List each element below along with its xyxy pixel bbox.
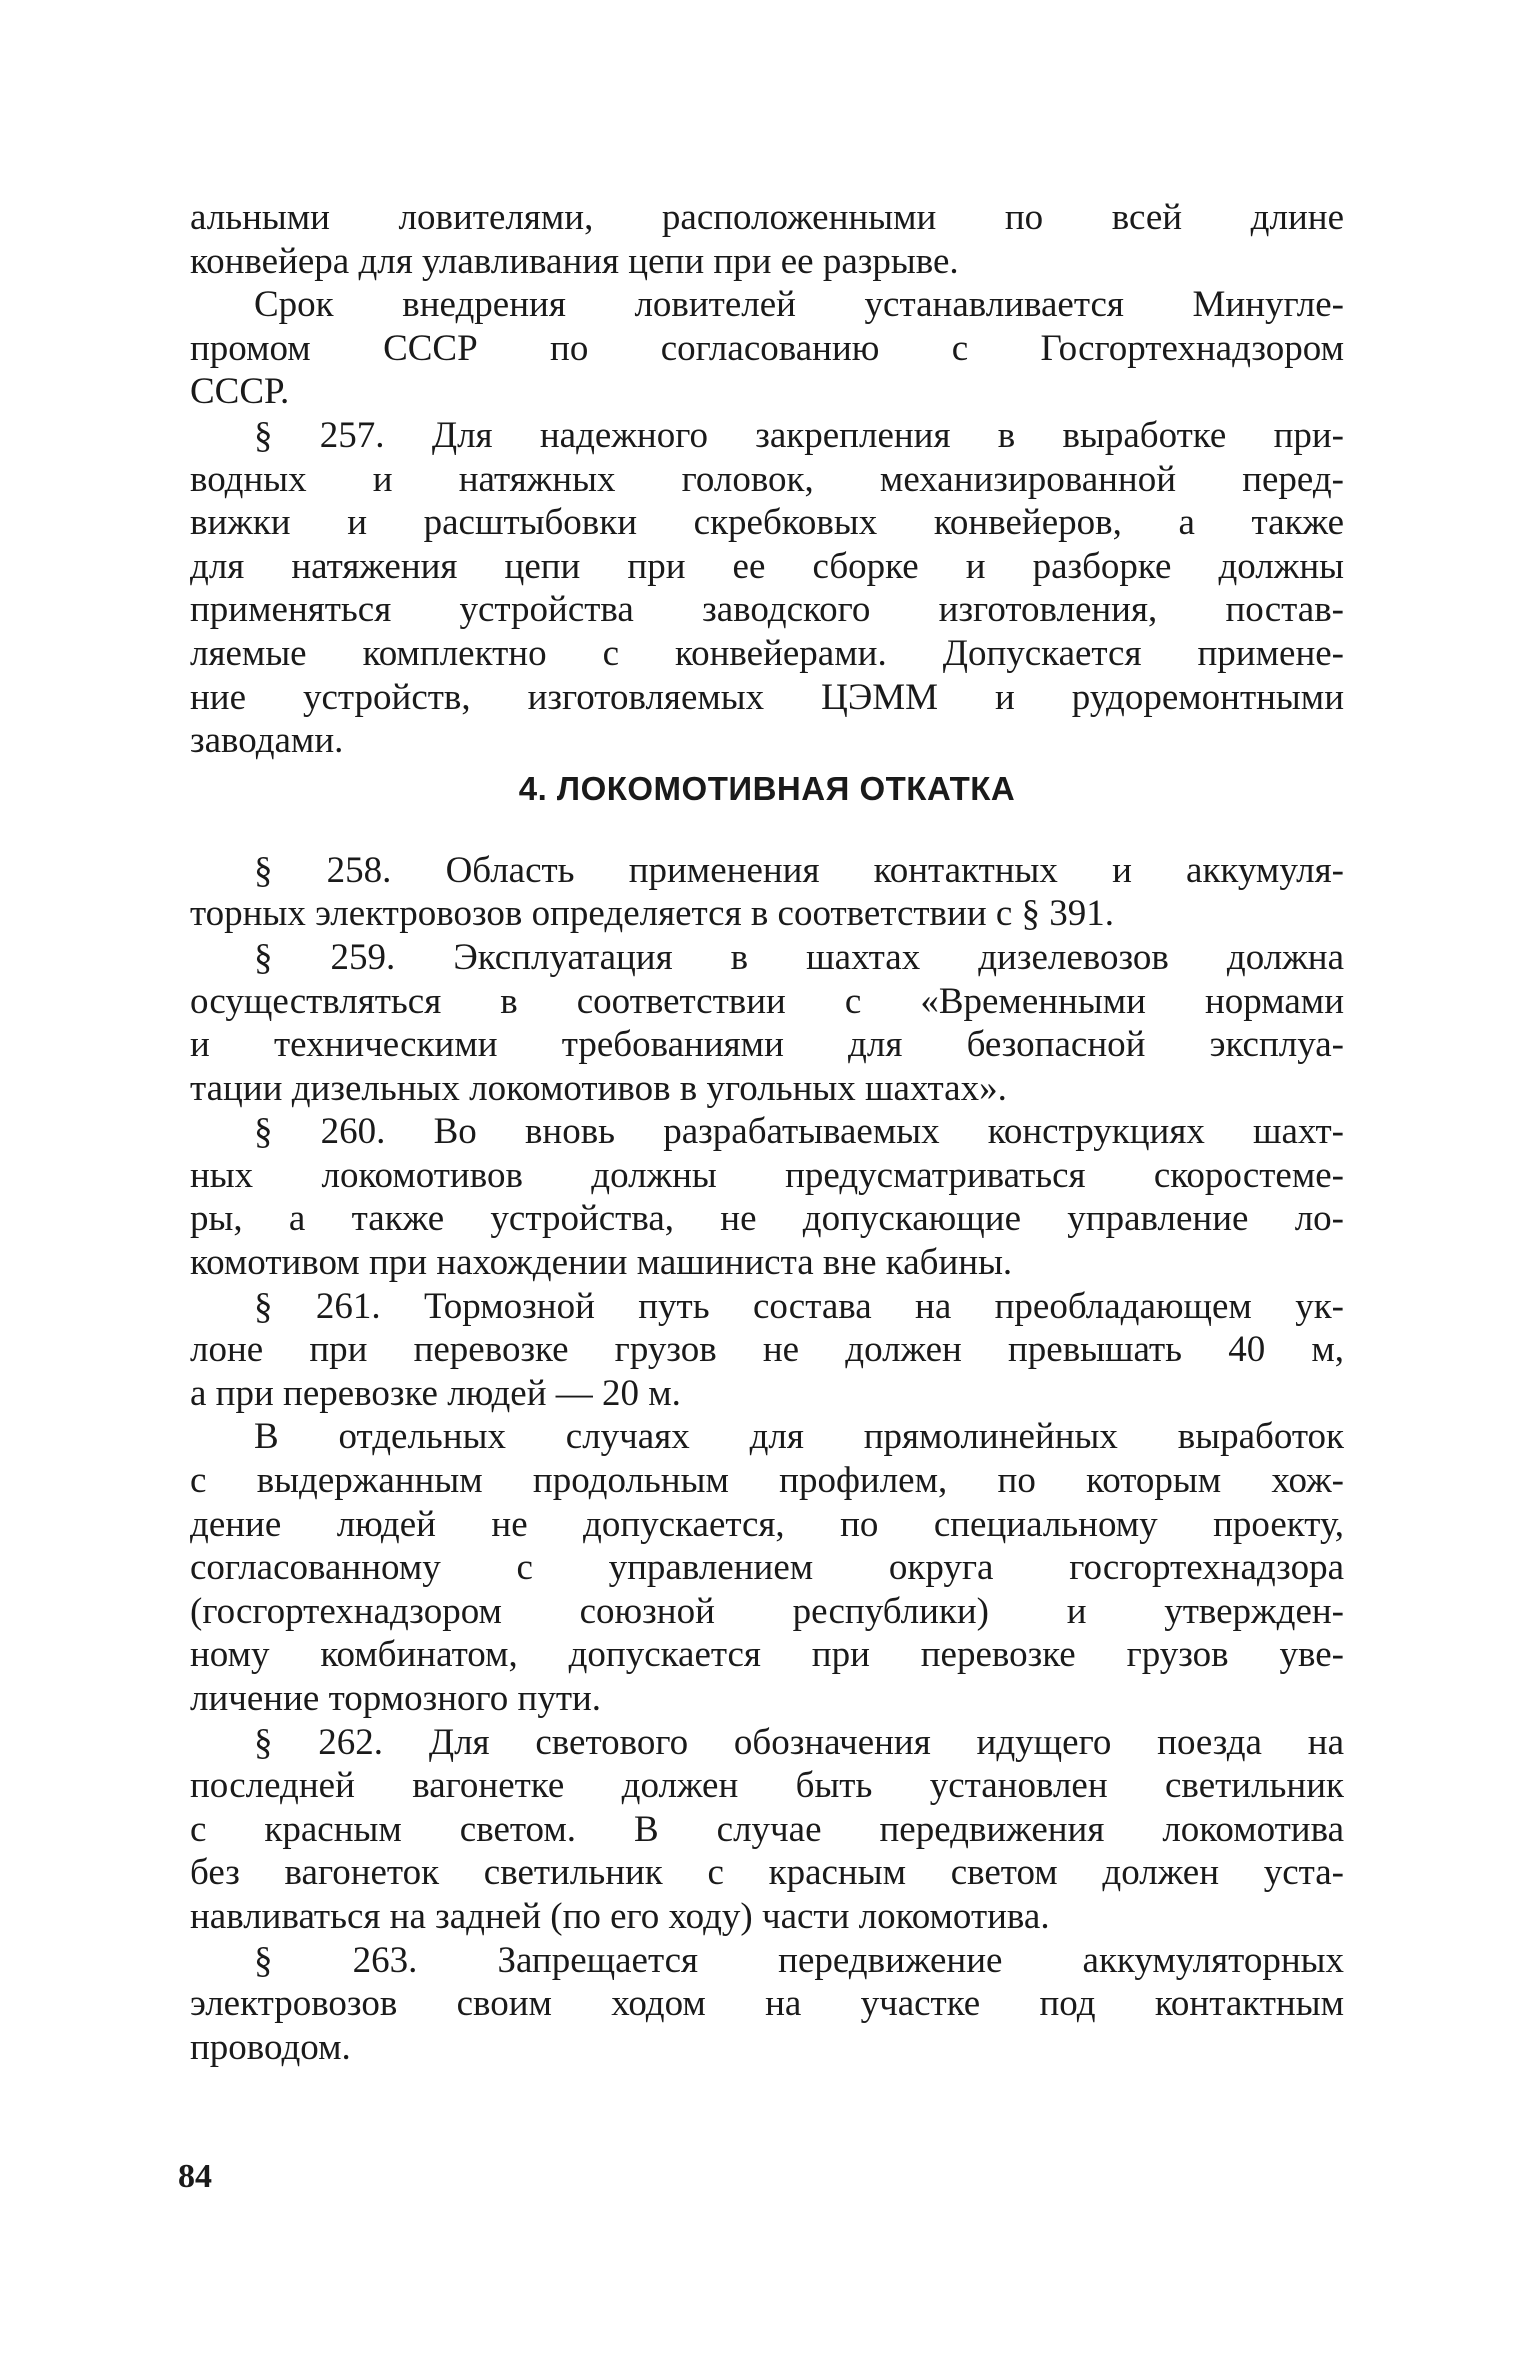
paragraph (190, 283, 1344, 414)
text-line: Срок внедрения ловителей устанавливается Минугле- (254, 284, 1344, 326)
text-line: ляемые комплектно с конвейерами. Допускается примене- (190, 632, 1344, 674)
text-line: комотивом при нахождении машиниста вне кабины. (190, 1242, 1013, 1284)
text-line: тации дизельных локомотивов в угольных шахтах». (190, 1067, 1007, 1109)
text-line: альными ловителями, расположенными по всей длине (190, 197, 1344, 238)
text-line: а при перевозке людей — 20 м. (190, 1372, 681, 1414)
text-line: и техническими требованиями для безопасной эксплуа- (190, 1024, 1344, 1066)
text-line: § 263. Запрещается передвижение аккумуляторных (254, 1939, 1344, 1981)
section-conveyors (190, 196, 1344, 763)
text-line: электровозов своим ходом на участке под контактным (190, 1983, 1344, 2025)
text-line: § 262. Для светового обозначения идущего поезда на (254, 1721, 1344, 1763)
text-line: § 257. Для надежного закрепления в выработке при- (254, 414, 1344, 456)
text-line: ному комбинатом, допускается при перевозке грузов уве- (190, 1634, 1344, 1676)
text-line: промом СССР по согласованию с Госгортехнадзором (190, 327, 1344, 369)
page-number: 84 (178, 2158, 212, 2195)
paragraph (190, 849, 1344, 936)
text-line: осуществляться в соответствии с «Временными нормами (190, 980, 1344, 1022)
text-line: (госгортехнадзором союзной республики) и утвержден- (190, 1590, 1344, 1632)
text-line: проводом. (190, 2026, 351, 2068)
text-line: § 259. Эксплуатация в шахтах дизелевозов должна (254, 936, 1344, 978)
paragraph (190, 196, 1344, 283)
paragraph (190, 1110, 1344, 1284)
text-line: с красным светом. В случае передвижения локомотива (190, 1808, 1344, 1850)
text-line: СССР. (190, 371, 290, 413)
paragraph (190, 1721, 1344, 1939)
text-line: ры, а также устройства, не допускающие управление ло- (190, 1198, 1344, 1240)
paragraph (190, 1939, 1344, 2070)
text-line: навливаться на задней (по его ходу) части локомотива. (190, 1895, 1050, 1937)
text-line: ние устройств, изготовляемых ЦЭММ и рудоремонтными (190, 676, 1344, 718)
text-line: для натяжения цепи при ее сборке и разборке должны (190, 545, 1344, 587)
text-line: с выдержанным продольным профилем, по которым хож- (190, 1460, 1344, 1502)
text-line: § 261. Тормозной путь состава на преобладающем ук- (254, 1285, 1344, 1327)
section-locomotive-haulage (190, 849, 1344, 2070)
text-line: § 258. Область применения контактных и аккумуля- (254, 849, 1344, 891)
text-line: В отдельных случаях для прямолинейных выработок (254, 1416, 1344, 1458)
text-line: лоне при перевозке грузов не должен превышать 40 м, (190, 1329, 1344, 1371)
section-heading: 4. ЛОКОМОТИВНАЯ ОТКАТКА (518, 769, 1016, 807)
text-line: личение тормозного пути. (190, 1678, 602, 1719)
text-line: конвейера для улавливания цепи при ее разрыве. (190, 240, 959, 282)
text-line: заводами. (190, 720, 344, 762)
paragraph (190, 936, 1344, 1110)
paragraph (190, 414, 1344, 763)
paragraph (190, 1285, 1344, 1416)
text-line: торных электровозов определяется в соответствии с § 391. (190, 893, 1115, 935)
text-line: согласованному с управлением округа госгортехнадзора (190, 1547, 1344, 1589)
text-line: последней вагонетке должен быть установлен светильник (190, 1765, 1344, 1807)
paragraph (190, 1415, 1344, 1720)
text-line: применяться устройства заводского изготовления, постав- (190, 589, 1344, 631)
text-line: § 260. Во вновь разрабатываемых конструкциях шахт- (254, 1111, 1344, 1153)
text-line: без вагонеток светильник с красным светом должен уста- (190, 1852, 1344, 1894)
text-line: вижки и расштыбовки скребковых конвейеров, а также (190, 502, 1344, 544)
text-line: водных и натяжных головок, механизированной перед- (190, 458, 1344, 500)
page-body (190, 196, 1344, 2069)
text-line: дение людей не допускается, по специальному проекту, (190, 1503, 1344, 1545)
text-line: ных локомотивов должны предусматриваться скоростеме- (190, 1154, 1344, 1196)
